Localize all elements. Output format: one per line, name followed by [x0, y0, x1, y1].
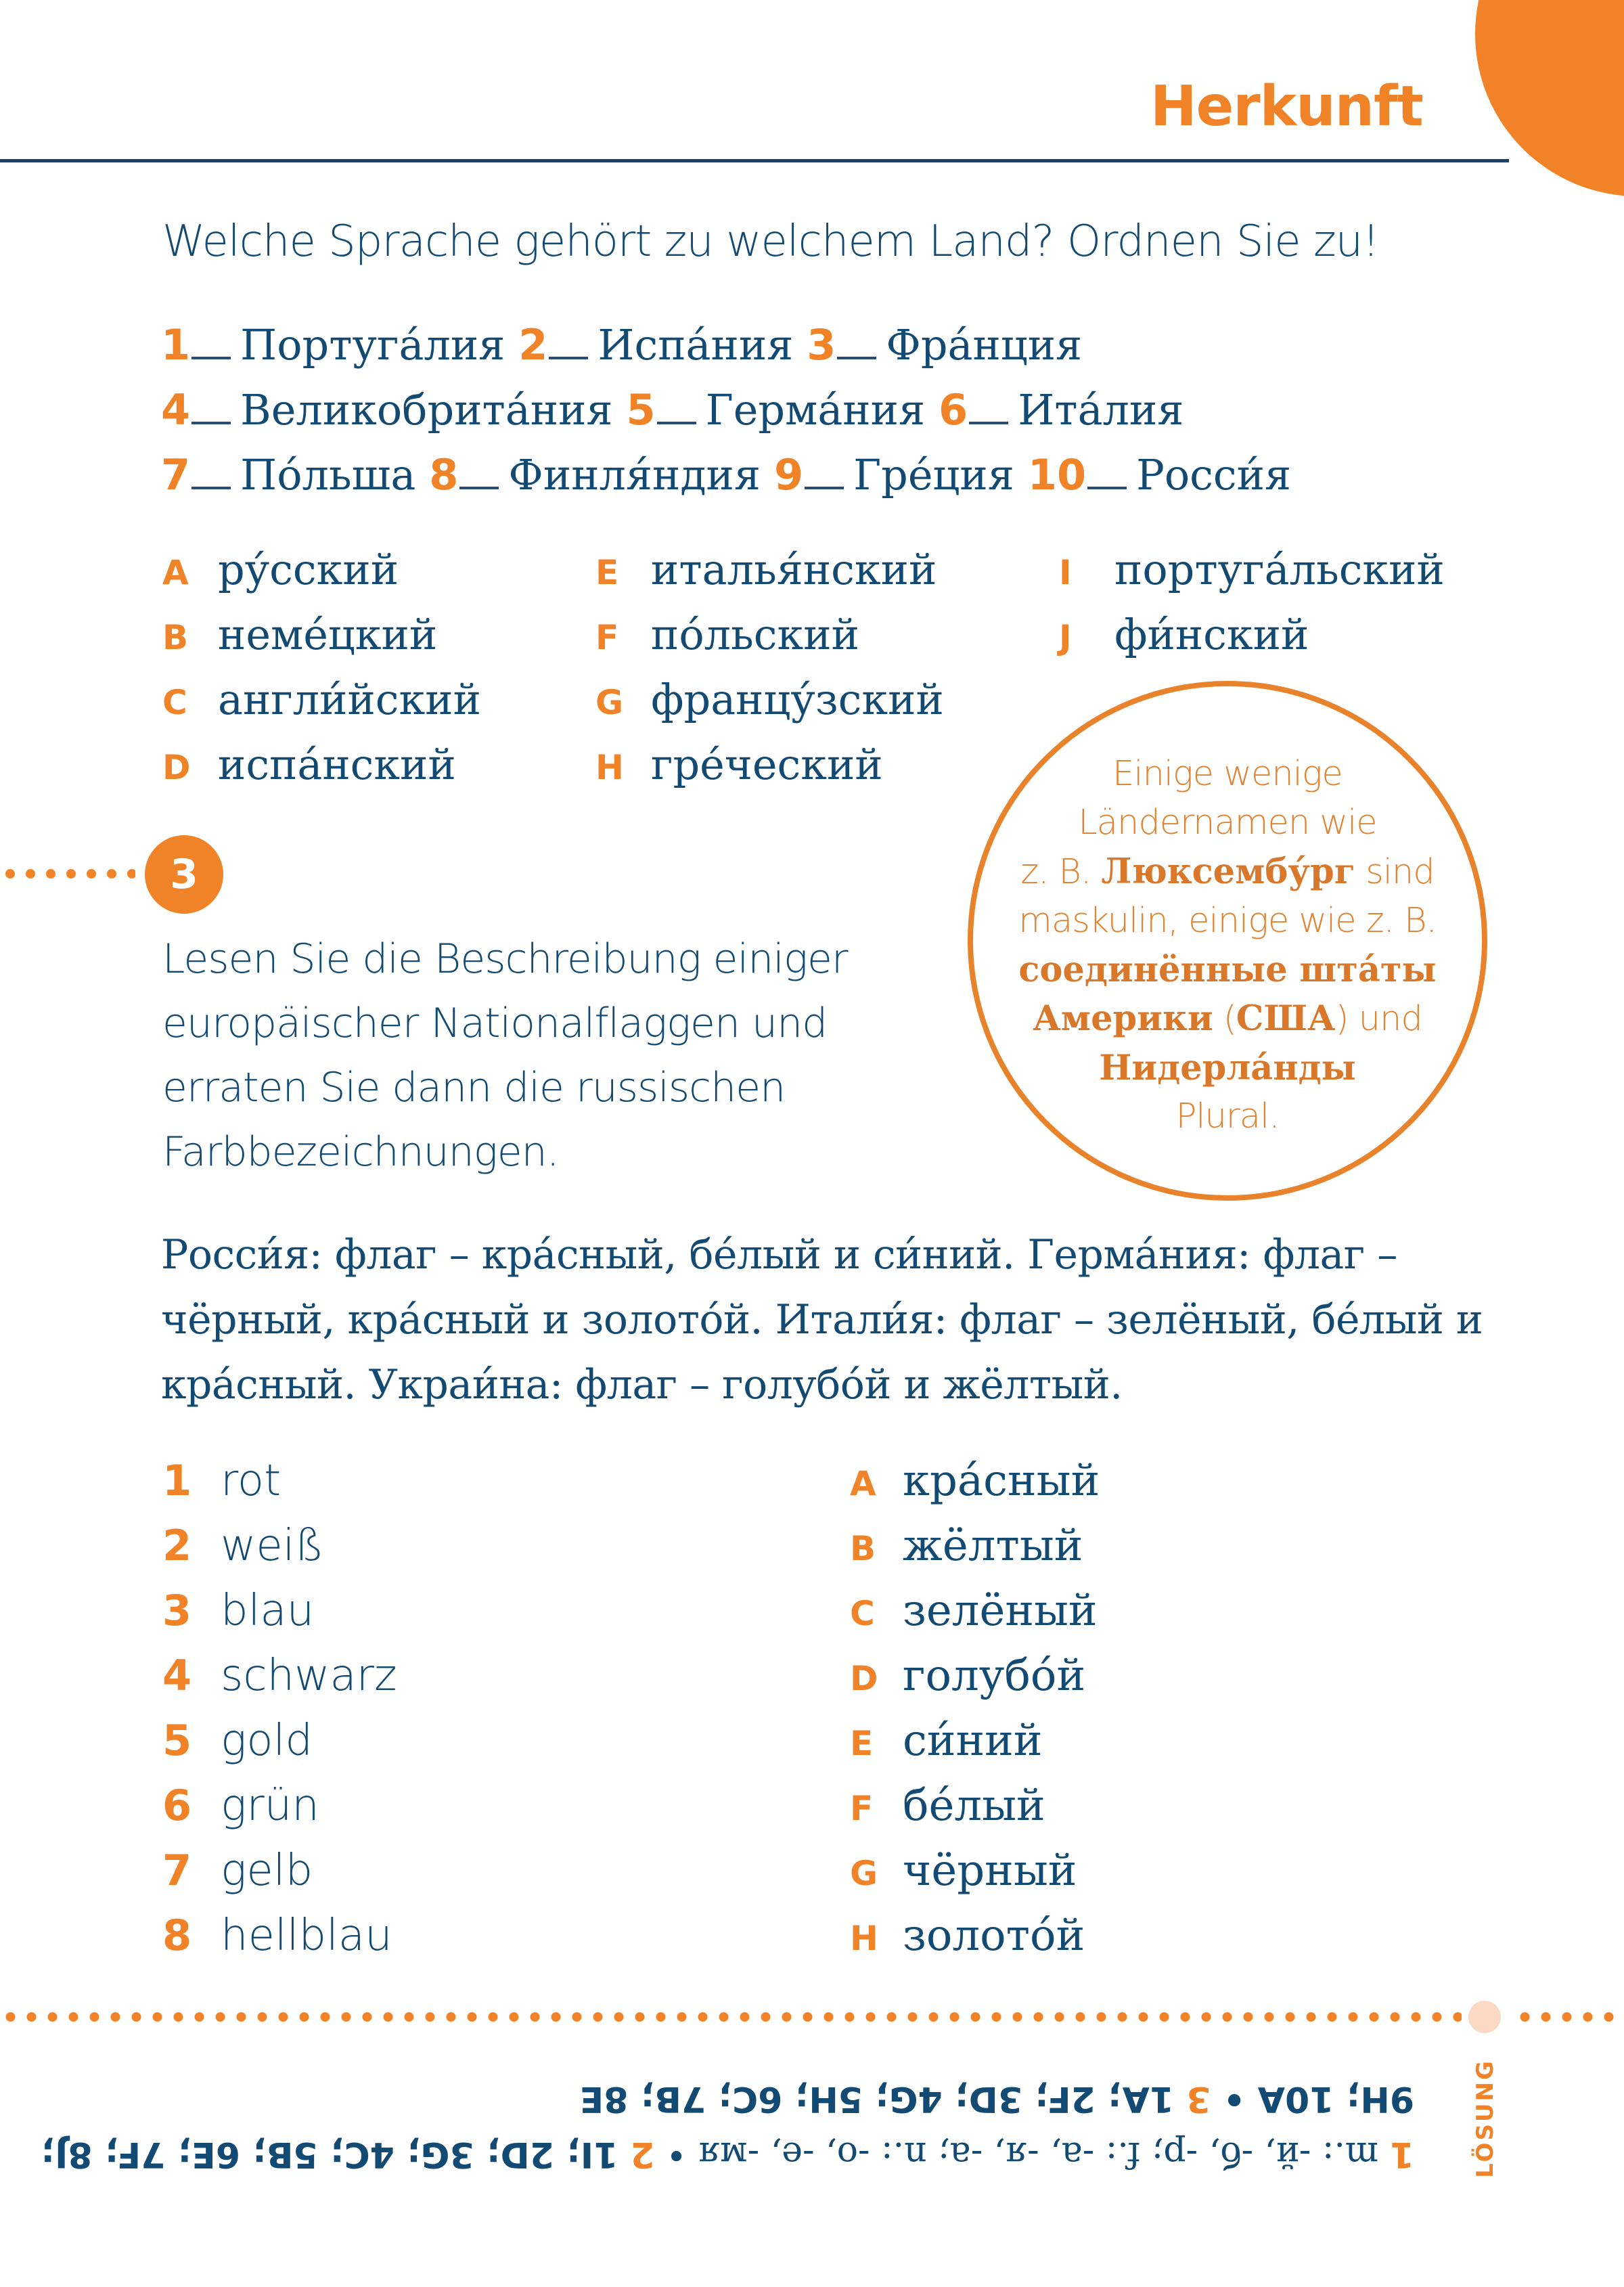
note-text-de: ( — [1213, 999, 1236, 1039]
russian-color-option — [850, 1838, 1077, 1906]
exercise-3-instruction: Lesen Sie die Beschreibung einiger europäischer Nationalflaggen und erraten Sie dann die russischen Farbbezeichnungen. — [162, 935, 848, 1176]
option-letter: D — [162, 748, 191, 787]
country-name: Фрáнция — [886, 320, 1083, 370]
language-option — [595, 608, 859, 665]
country-row — [161, 318, 1096, 373]
russian-color-word: бéлый — [903, 1781, 1045, 1831]
language-option — [162, 673, 481, 730]
german-color-item — [162, 1643, 397, 1708]
country-number: 10 — [1027, 450, 1087, 499]
note-line — [968, 994, 1487, 1044]
language-word: англи́йский — [218, 675, 481, 724]
russian-color-word: золотóй — [903, 1911, 1085, 1961]
option-letter: F — [850, 1789, 874, 1828]
german-color-word: schwarz — [221, 1651, 397, 1701]
option-letter: B — [162, 618, 189, 657]
option-letter: J — [1059, 618, 1072, 657]
note-line: Einige wenige — [1112, 754, 1343, 794]
answer-blank[interactable] — [191, 487, 231, 489]
russian-color-option — [850, 1578, 1098, 1646]
option-letter: E — [850, 1724, 874, 1763]
country-number: 2 — [518, 320, 548, 370]
solution-dotted-line — [0, 2012, 1462, 2022]
note-term-ru: США — [1236, 998, 1336, 1039]
answer-blank[interactable] — [1087, 487, 1127, 489]
note-line: Plural. — [1175, 1096, 1280, 1136]
language-option — [1059, 543, 1445, 600]
language-word: италья́нский — [651, 545, 937, 594]
note-term-ru: Америки — [1033, 998, 1213, 1039]
german-color-word: gold — [221, 1716, 313, 1766]
option-letter: C — [162, 683, 187, 722]
german-color-item — [162, 1513, 324, 1578]
language-word: грéческий — [651, 740, 883, 789]
item-number: 2 — [162, 1521, 192, 1570]
answer-blank[interactable] — [969, 422, 1008, 424]
note-text-de: z. B. — [1020, 852, 1102, 892]
russian-color-word: си́ний — [903, 1716, 1043, 1766]
language-word: немéцкий — [218, 610, 438, 659]
country-number: 3 — [807, 320, 836, 370]
answer-blank[interactable] — [191, 422, 231, 424]
german-color-word: rot — [221, 1456, 281, 1506]
german-color-word: hellblau — [221, 1911, 392, 1961]
german-color-word: grün — [221, 1781, 319, 1831]
option-letter: E — [595, 553, 619, 592]
note-line: Ländernamen wie — [1078, 803, 1377, 843]
solution-exercise-number: 3 — [1186, 2079, 1211, 2119]
option-letter: B — [850, 1529, 876, 1568]
option-letter: A — [162, 553, 189, 592]
country-number: 9 — [773, 450, 804, 499]
solution-answers: 1A; 2F; 3D; 4G; 5H; 6C; 7B; 8E — [579, 2079, 1187, 2119]
item-number: 8 — [162, 1911, 192, 1960]
german-color-word: weiß — [221, 1521, 324, 1571]
note-term-ru: Нидерлáнды — [1099, 1048, 1356, 1088]
russian-color-option — [850, 1448, 1100, 1516]
country-name: Великобритáния — [240, 385, 613, 435]
language-option — [162, 738, 456, 795]
solution-answers: 1I; 2D; 3G; 4C; 5B; 6E; 7F; 8J; — [41, 2134, 631, 2175]
note-term-ru: Люксембу́рг — [1101, 851, 1355, 892]
exercise-number-badge: 3 — [145, 835, 223, 914]
russian-color-option — [850, 1903, 1085, 1971]
solution-dotted-line — [1514, 2012, 1624, 2022]
language-word: пóльский — [651, 610, 859, 659]
language-word: португáльский — [1114, 545, 1445, 594]
solution-exercise-number: 1 — [1389, 2134, 1414, 2175]
german-color-item — [162, 1578, 314, 1643]
language-option — [595, 738, 883, 795]
country-name: Испáния — [597, 320, 794, 370]
answer-blank[interactable] — [191, 357, 231, 359]
note-line: maskulin, einige wie z. B. — [1018, 901, 1437, 941]
country-name: Грéция — [853, 450, 1014, 499]
flag-description-text: Росси́я: флаг – крáсный, бéлый и си́ний. Гермáния: флаг – чёрный, крáсный и золотóй. Итали́я: флаг – зелёный, бéлый и крáсный. Украи́на: флаг – голубóй и жёлтый. — [161, 1231, 1483, 1408]
language-word: ру́сский — [218, 545, 399, 594]
solution-label — [1455, 2058, 1577, 2179]
german-color-item — [162, 1448, 281, 1513]
item-number: 5 — [162, 1716, 192, 1765]
exercise-2-instruction: Welche Sprache gehört zu welchem Land? Ordnen Sie zu! — [162, 217, 1379, 267]
solution-marker-dot — [1468, 2001, 1501, 2033]
option-letter: F — [595, 618, 619, 657]
info-note-text — [968, 750, 1487, 1141]
note-term-ru: соединённые штáты — [1018, 950, 1437, 990]
solution-answers: 9H; 10A • — [1211, 2079, 1414, 2119]
german-color-item — [162, 1773, 319, 1838]
option-letter: C — [850, 1594, 875, 1633]
note-text-de: sind — [1355, 852, 1435, 892]
option-letter: D — [850, 1659, 878, 1698]
country-row — [161, 383, 1197, 438]
solution-answers: m.: -й, -б, -р; f.: -а, -я, -а; n.: -о, -е, -мя • — [654, 2134, 1390, 2175]
language-option — [162, 543, 399, 600]
language-option — [162, 608, 437, 665]
item-number: 6 — [162, 1781, 192, 1830]
answer-blank[interactable] — [657, 422, 696, 424]
german-color-word: blau — [221, 1586, 315, 1636]
solution-text-upside-down — [41, 2071, 1414, 2182]
solution-line — [41, 2127, 1414, 2182]
answer-blank[interactable] — [837, 357, 876, 359]
country-name: Гермáния — [705, 385, 926, 435]
solution-exercise-number: 2 — [630, 2134, 655, 2175]
language-word: фи́нский — [1114, 610, 1309, 659]
russian-color-option — [850, 1708, 1042, 1776]
country-name: Росси́я — [1136, 450, 1292, 499]
country-name: Финля́ндия — [508, 450, 761, 499]
russian-color-word: зелёный — [903, 1586, 1098, 1636]
option-letter: I — [1059, 553, 1072, 592]
language-word: испáнский — [218, 740, 456, 789]
russian-color-word: крáсный — [903, 1456, 1100, 1506]
option-letter: A — [850, 1464, 876, 1503]
corner-decoration-circle — [1475, 0, 1624, 196]
russian-color-option — [850, 1643, 1085, 1711]
russian-color-word: жёлтый — [903, 1521, 1083, 1571]
option-letter: G — [850, 1854, 878, 1893]
option-letter: G — [595, 683, 624, 722]
option-letter: H — [595, 748, 624, 787]
answer-blank[interactable] — [549, 357, 588, 359]
country-number: 6 — [939, 385, 968, 435]
country-name: Итáлия — [1018, 385, 1184, 435]
language-option — [1059, 608, 1309, 665]
russian-color-word: чёрный — [903, 1846, 1077, 1896]
country-number: 5 — [626, 385, 656, 435]
german-color-item — [162, 1903, 392, 1968]
header-divider — [0, 159, 1509, 162]
item-number: 1 — [162, 1456, 192, 1505]
item-number: 3 — [162, 1586, 192, 1635]
language-option — [595, 543, 937, 600]
country-number: 1 — [161, 320, 191, 370]
german-color-word: gelb — [221, 1846, 313, 1896]
country-row — [161, 448, 1305, 503]
country-number: 4 — [161, 385, 191, 435]
item-number: 4 — [162, 1651, 192, 1700]
solution-label-text: LÖSUNG — [1472, 2059, 1499, 2178]
answer-blank[interactable] — [459, 487, 499, 489]
russian-color-option — [850, 1773, 1045, 1841]
german-color-item — [162, 1838, 313, 1903]
russian-color-word: голубóй — [903, 1651, 1086, 1701]
note-line — [968, 847, 1487, 897]
answer-blank[interactable] — [805, 487, 844, 489]
page-title: Herkunft — [1150, 74, 1423, 139]
country-name: Пóльша — [240, 450, 416, 499]
german-color-item — [162, 1708, 313, 1773]
language-option — [595, 673, 944, 730]
language-word: францу́зский — [651, 675, 944, 724]
item-number: 7 — [162, 1846, 192, 1895]
country-number: 7 — [161, 450, 191, 499]
country-name: Португáлия — [240, 320, 505, 370]
section-dotted-line — [0, 868, 135, 879]
russian-color-option — [850, 1513, 1083, 1581]
solution-line — [176, 2071, 1414, 2127]
note-text-de: ) und — [1335, 999, 1422, 1039]
option-letter: H — [850, 1919, 878, 1958]
country-number: 8 — [429, 450, 459, 499]
